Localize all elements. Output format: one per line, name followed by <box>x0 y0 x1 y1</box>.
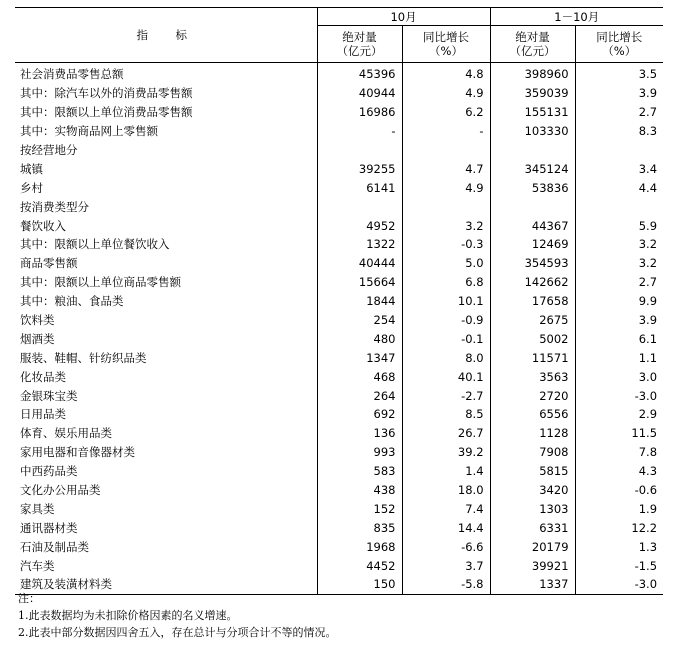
yoy-header-line1: 同比增长 <box>596 30 643 44</box>
yoy-header-line1: 同比增长 <box>423 30 469 44</box>
ytd-yoy-cell: 4.4 <box>575 178 663 197</box>
ytd-yoy-cell: 2.7 <box>575 103 663 122</box>
period-month-header: 10月 <box>317 8 490 26</box>
month-yoy-cell: 6.2 <box>402 103 490 122</box>
table-row <box>15 141 663 160</box>
ytd-abs-header <box>490 26 575 63</box>
ytd-yoy-cell: 1.9 <box>575 499 663 518</box>
row-label: 金银珠宝类 <box>20 388 78 403</box>
ytd-yoy-cell: 3.2 <box>575 254 663 273</box>
table-row <box>15 273 663 292</box>
month-abs-cell: 468 <box>317 367 402 386</box>
month-abs-cell: 136 <box>317 424 402 443</box>
month-abs-cell: 254 <box>317 311 402 330</box>
month-abs-cell: 993 <box>317 443 402 462</box>
month-yoy-cell <box>402 197 490 216</box>
row-label: 化妆品类 <box>20 369 66 384</box>
table-row <box>15 178 663 197</box>
month-abs-cell: 39255 <box>317 159 402 178</box>
index-header: 指 标 <box>15 8 317 63</box>
table-row <box>15 197 663 216</box>
month-abs-cell: 1347 <box>317 348 402 367</box>
month-abs-cell: 15664 <box>317 273 402 292</box>
ytd-abs-cell: 5815 <box>490 462 575 481</box>
table-row <box>15 537 663 556</box>
month-abs-cell: 6141 <box>317 178 402 197</box>
row-label: 社会消费品零售总额 <box>20 67 124 82</box>
month-abs-cell: 264 <box>317 386 402 405</box>
ytd-abs-cell: 1303 <box>490 499 575 518</box>
row-label: 中西药品类 <box>20 464 78 479</box>
ytd-abs-cell: 2675 <box>490 311 575 330</box>
ytd-abs-cell <box>490 197 575 216</box>
table-row <box>15 216 663 235</box>
month-yoy-cell: 8.0 <box>402 348 490 367</box>
row-label: 体育、娱乐用品类 <box>20 426 112 441</box>
ytd-abs-cell: 354593 <box>490 254 575 273</box>
yoy-header-line2: （%） <box>429 44 463 58</box>
row-label: 文化办公用品类 <box>20 483 101 498</box>
month-yoy-cell: 8.5 <box>402 405 490 424</box>
row-label: 其中：限额以上单位商品零售额 <box>20 275 181 290</box>
row-label: 其中：粮油、食品类 <box>20 294 124 309</box>
month-abs-cell: 692 <box>317 405 402 424</box>
ytd-abs-cell: 5002 <box>490 329 575 348</box>
row-label: 其中：限额以上单位餐饮收入 <box>20 237 170 252</box>
ytd-abs-cell: 398960 <box>490 63 575 84</box>
row-label: 饮料类 <box>20 313 55 328</box>
ytd-abs-cell: 3420 <box>490 481 575 500</box>
month-yoy-cell: -6.6 <box>402 537 490 556</box>
retail-sales-table <box>15 7 663 595</box>
ytd-yoy-cell <box>575 197 663 216</box>
ytd-abs-cell: 103330 <box>490 122 575 141</box>
ytd-abs-cell: 155131 <box>490 103 575 122</box>
month-abs-cell: 835 <box>317 518 402 537</box>
table-row <box>15 329 663 348</box>
table-row <box>15 367 663 386</box>
ytd-yoy-header <box>575 26 663 63</box>
ytd-yoy-cell: 3.9 <box>575 84 663 103</box>
row-label: 商品零售额 <box>20 256 78 271</box>
ytd-yoy-cell: 3.9 <box>575 311 663 330</box>
month-abs-cell: 4452 <box>317 556 402 575</box>
footnotes <box>18 590 337 641</box>
month-yoy-cell: -0.9 <box>402 311 490 330</box>
ytd-abs-cell: 6556 <box>490 405 575 424</box>
ytd-abs-cell: 53836 <box>490 178 575 197</box>
month-yoy-cell: 10.1 <box>402 292 490 311</box>
month-yoy-cell: -5.8 <box>402 575 490 594</box>
ytd-yoy-cell: 5.9 <box>575 216 663 235</box>
notes-title: 注： <box>18 592 40 605</box>
ytd-abs-cell: 39921 <box>490 556 575 575</box>
month-yoy-cell: 3.2 <box>402 216 490 235</box>
month-yoy-cell: - <box>402 122 490 141</box>
month-yoy-cell: 4.9 <box>402 178 490 197</box>
ytd-abs-cell: 44367 <box>490 216 575 235</box>
ytd-abs-cell: 11571 <box>490 348 575 367</box>
month-abs-cell <box>317 141 402 160</box>
month-abs-cell: 45396 <box>317 63 402 84</box>
table-row <box>15 462 663 481</box>
ytd-yoy-cell: 12.2 <box>575 518 663 537</box>
table-row <box>15 481 663 500</box>
row-label: 烟酒类 <box>20 331 55 346</box>
month-abs-cell: 150 <box>317 575 402 594</box>
ytd-yoy-cell: 6.1 <box>575 329 663 348</box>
month-yoy-cell: 1.4 <box>402 462 490 481</box>
table-row <box>15 443 663 462</box>
ytd-yoy-cell: -3.0 <box>575 386 663 405</box>
month-yoy-cell: -2.7 <box>402 386 490 405</box>
month-yoy-cell: 14.4 <box>402 518 490 537</box>
month-abs-cell: 1844 <box>317 292 402 311</box>
ytd-abs-cell: 2720 <box>490 386 575 405</box>
ytd-yoy-cell: 1.3 <box>575 537 663 556</box>
month-yoy-cell: 18.0 <box>402 481 490 500</box>
month-abs-cell: 438 <box>317 481 402 500</box>
row-label: 汽车类 <box>20 558 55 573</box>
ytd-yoy-cell <box>575 141 663 160</box>
ytd-abs-cell <box>490 141 575 160</box>
table-row <box>15 235 663 254</box>
month-abs-cell: 1322 <box>317 235 402 254</box>
month-abs-cell: 40444 <box>317 254 402 273</box>
table-row <box>15 311 663 330</box>
table-row <box>15 84 663 103</box>
table-row <box>15 556 663 575</box>
table-row <box>15 292 663 311</box>
ytd-yoy-cell: -0.6 <box>575 481 663 500</box>
note-1: 1.此表数据均为未扣除价格因素的名义增速。 <box>18 609 238 622</box>
month-abs-cell: 1968 <box>317 537 402 556</box>
month-abs-cell: - <box>317 122 402 141</box>
row-label: 日用品类 <box>20 407 66 422</box>
month-yoy-cell: 40.1 <box>402 367 490 386</box>
month-yoy-cell: -0.1 <box>402 329 490 348</box>
table-row <box>15 348 663 367</box>
table-row <box>15 405 663 424</box>
ytd-yoy-cell: 11.5 <box>575 424 663 443</box>
row-label: 其中：实物商品网上零售额 <box>20 124 158 139</box>
month-yoy-cell: 5.0 <box>402 254 490 273</box>
ytd-yoy-cell: 3.2 <box>575 235 663 254</box>
ytd-yoy-cell: -1.5 <box>575 556 663 575</box>
row-label: 家具类 <box>20 501 55 516</box>
abs-header-line1: 绝对量 <box>515 30 550 44</box>
month-yoy-cell: 26.7 <box>402 424 490 443</box>
ytd-yoy-cell: 3.4 <box>575 159 663 178</box>
row-label: 石油及制品类 <box>20 539 89 554</box>
table-row <box>15 63 663 84</box>
period-ytd-header: 1－10月 <box>490 8 663 26</box>
row-label: 城镇 <box>20 161 43 176</box>
table-row <box>15 159 663 178</box>
abs-header-line1: 绝对量 <box>342 30 377 44</box>
row-label: 其中：限额以上单位消费品零售额 <box>20 105 193 120</box>
yoy-header-line2: （%） <box>602 44 637 58</box>
ytd-yoy-cell: 3.0 <box>575 367 663 386</box>
month-abs-cell: 16986 <box>317 103 402 122</box>
ytd-yoy-cell: 7.8 <box>575 443 663 462</box>
ytd-abs-cell: 7908 <box>490 443 575 462</box>
month-yoy-cell: 4.7 <box>402 159 490 178</box>
row-label: 家用电器和音像器材类 <box>20 445 135 460</box>
table-body <box>15 63 663 595</box>
row-label: 服装、鞋帽、针纺织品类 <box>20 350 147 365</box>
ytd-yoy-cell: 8.3 <box>575 122 663 141</box>
table-row <box>15 386 663 405</box>
abs-header-line2: （亿元） <box>336 44 383 58</box>
month-yoy-cell: 6.8 <box>402 273 490 292</box>
abs-header-line2: （亿元） <box>509 44 556 58</box>
table-row <box>15 122 663 141</box>
row-label: 按消费类型分 <box>20 199 89 214</box>
ytd-abs-cell: 20179 <box>490 537 575 556</box>
ytd-yoy-cell: 4.3 <box>575 462 663 481</box>
table-row <box>15 518 663 537</box>
month-yoy-cell: 3.7 <box>402 556 490 575</box>
month-yoy-cell: 7.4 <box>402 499 490 518</box>
month-abs-cell: 480 <box>317 329 402 348</box>
ytd-yoy-cell: 2.9 <box>575 405 663 424</box>
ytd-yoy-cell: -3.0 <box>575 575 663 594</box>
row-label: 餐饮收入 <box>20 218 66 233</box>
month-abs-cell <box>317 197 402 216</box>
ytd-abs-cell: 6331 <box>490 518 575 537</box>
month-yoy-cell: 4.8 <box>402 63 490 84</box>
ytd-abs-cell: 359039 <box>490 84 575 103</box>
ytd-abs-cell: 1337 <box>490 575 575 594</box>
row-label: 通讯器材类 <box>20 520 78 535</box>
month-abs-cell: 4952 <box>317 216 402 235</box>
ytd-yoy-cell: 1.1 <box>575 348 663 367</box>
table-row <box>15 254 663 273</box>
month-abs-cell: 583 <box>317 462 402 481</box>
ytd-abs-cell: 3563 <box>490 367 575 386</box>
ytd-abs-cell: 345124 <box>490 159 575 178</box>
row-label: 其中：除汽车以外的消费品零售额 <box>20 86 193 101</box>
month-yoy-cell: 39.2 <box>402 443 490 462</box>
row-label: 按经营地分 <box>20 143 78 157</box>
ytd-abs-cell: 12469 <box>490 235 575 254</box>
month-yoy-cell: 4.9 <box>402 84 490 103</box>
row-label: 乡村 <box>20 180 43 195</box>
month-abs-cell: 40944 <box>317 84 402 103</box>
table-row <box>15 103 663 122</box>
ytd-yoy-cell: 2.7 <box>575 273 663 292</box>
month-yoy-cell: -0.3 <box>402 235 490 254</box>
ytd-yoy-cell: 3.5 <box>575 63 663 84</box>
ytd-yoy-cell: 9.9 <box>575 292 663 311</box>
month-yoy-cell <box>402 141 490 160</box>
ytd-abs-cell: 142662 <box>490 273 575 292</box>
ytd-abs-cell: 17658 <box>490 292 575 311</box>
note-2: 2.此表中部分数据因四舍五入，存在总计与分项合计不等的情况。 <box>18 626 337 639</box>
row-label: 建筑及装潢材料类 <box>15 575 317 594</box>
table-row <box>15 499 663 518</box>
month-abs-cell: 152 <box>317 499 402 518</box>
table-header <box>15 8 663 63</box>
ytd-abs-cell: 1128 <box>490 424 575 443</box>
month-yoy-header <box>402 26 490 63</box>
month-abs-header <box>317 26 402 63</box>
table-row <box>15 424 663 443</box>
